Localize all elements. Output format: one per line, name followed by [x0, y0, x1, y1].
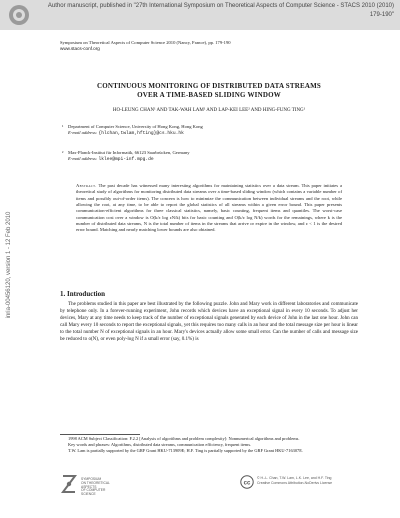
affiliation-mark: ² [62, 150, 64, 155]
stacs-logo-text [81, 478, 110, 497]
affiliation-email-line [68, 156, 358, 163]
svg-text:cc: cc [243, 480, 251, 487]
stacs-emblem-icon [60, 474, 78, 494]
author-list: HO-LEUNG CHAN¹ AND TAK-WAH LAM¹ AND LAP-KEI LEE² AND HING-FUNG TING¹ [112, 108, 306, 113]
venue-header [60, 40, 358, 52]
email-address[interactable]: lklee@mpi-inf.mpg.de [98, 157, 154, 162]
side-stamp-text: inria-00456120, version 1 - 12 Feb 2010 [6, 211, 12, 319]
venue-line: Symposium on Theoretical Aspects of Computer Science 2010 (Nancy, France), pp. 179-190 [60, 40, 231, 45]
affiliation-1 [62, 124, 358, 137]
license-name[interactable]: Creative Commons Attribution-NoDerivs License [257, 480, 333, 485]
paper-title [60, 82, 358, 100]
stacs-logo [60, 474, 130, 497]
license-text [257, 476, 332, 486]
stacs-logo-line: SCIENCE [81, 492, 96, 497]
introduction-body [60, 301, 358, 345]
banner-text-line2: 179-190" [369, 12, 394, 18]
manuscript-banner [0, 0, 400, 30]
footnotes [60, 436, 358, 454]
email-address[interactable]: {hlchan,twlam,hfting}@cs.hku.hk [98, 131, 184, 136]
affiliation-text: Max-Planck-Institut für Informatik, 66123 Saarbrücken, Germany [68, 150, 190, 155]
intro-paragraph: The problems studied in this paper are best illustrated by the following puzzle. John and Mary work in different laboratories and communicate by telephone only. In a forever-running experiment, John records which devices have an exceptional signal in every 10 seconds. To adjust her devices, Mary at any time needs to keep track of the number of exceptional signals generated by each device of John in the last one hour. John can call Mary every 10 seconds to report the exceptional signals, yet this requires too many calls in an hour and the total message size per hour is linear to the total number N of exceptional signals in an hour. Mary's devices actually allow some small error. Can the number of calls and message size be reduced to o(N), or even poly-log N if a small error (say, 0.1%) is [60, 301, 358, 343]
stacs-logo-line: ON THEORETICAL [81, 480, 110, 485]
footnote-rule [60, 434, 140, 435]
section-heading: 1. Introduction [60, 290, 105, 298]
abstract-label: Abstract. [76, 183, 97, 188]
banner-text-line1: Author manuscript, published in "27th International Symposium on Theoretical Aspects of Computer Science - STACS 2010 (2010) [47, 3, 394, 9]
footnote-grants: T.W. Lam is partially supported by the GRF Grant HKU-713909E; H.F. Ting is partially supported by the GRF Grant HKU-716307E. [68, 447, 304, 453]
affiliation-text: Department of Computer Science, University of Hong Kong, Hong Kong [68, 124, 203, 129]
footnote-acm: 1998 ACM Subject Classification: F.2.2 [Analysis of algorithms and problem complexity]: Nonnumerical algorithms and problems. [68, 436, 300, 441]
side-stamp [4, 195, 14, 335]
email-label: E-mail address: [68, 156, 98, 161]
affiliation-email-line [68, 130, 358, 137]
license-block [240, 474, 360, 490]
affiliation-2 [62, 150, 358, 163]
creative-commons-icon [240, 475, 254, 489]
abstract [76, 183, 342, 234]
stacs-logo-line: ASPECTS [81, 484, 97, 489]
title-line-1: CONTINUOUS MONITORING OF DISTRIBUTED DATA STREAMS [96, 82, 322, 90]
affiliation-mark: ¹ [62, 124, 64, 129]
stacs-logo-line: SYMPOSIUM [81, 477, 102, 481]
footnote-keywords: Key words and phrases: Algorithms, distributed data streams, communication efficiency, frequent items. [68, 441, 252, 447]
abstract-text: The past decade has witnessed many interesting algorithms for maintaining statistics over a data stream. This paper initiates a theoretical study of algorithms for monitoring distributed data streams over a time-based sliding window (which contains a variable number of items and possibly out-of-order items). The concern is how to minimize the communication between individual streams and the root, while allowing the root, at any time, to be able to report the global statistics of all streams within a given error bound. This paper presents communication-efficient algorithms for three classical statistics, namely, basic counting, frequent items and quantiles. The worst-case communication cost over a window is O(k/ε log εN/k) bits for basic counting and O(k/ε log N/k) words for the remainings, where k is the number of distributed data streams, N is the total number of items in the streams that arrive or expire in the window, and ε < 1 is the desired error bound. Matching and nearly matching lower bounds are also obtained. [76, 183, 342, 233]
email-label: E-mail address: [68, 130, 98, 135]
title-line-2: OVER A TIME-BASED SLIDING WINDOW [137, 91, 281, 99]
hal-logo-icon [8, 4, 30, 26]
venue-url[interactable]: www.stacs-conf.org [60, 46, 100, 51]
stacs-logo-line: OF COMPUTER [81, 488, 106, 493]
license-copyright: © H.-L. Chan, T.W. Lam, L.K. Lee, and H.F. Ting [257, 476, 332, 480]
